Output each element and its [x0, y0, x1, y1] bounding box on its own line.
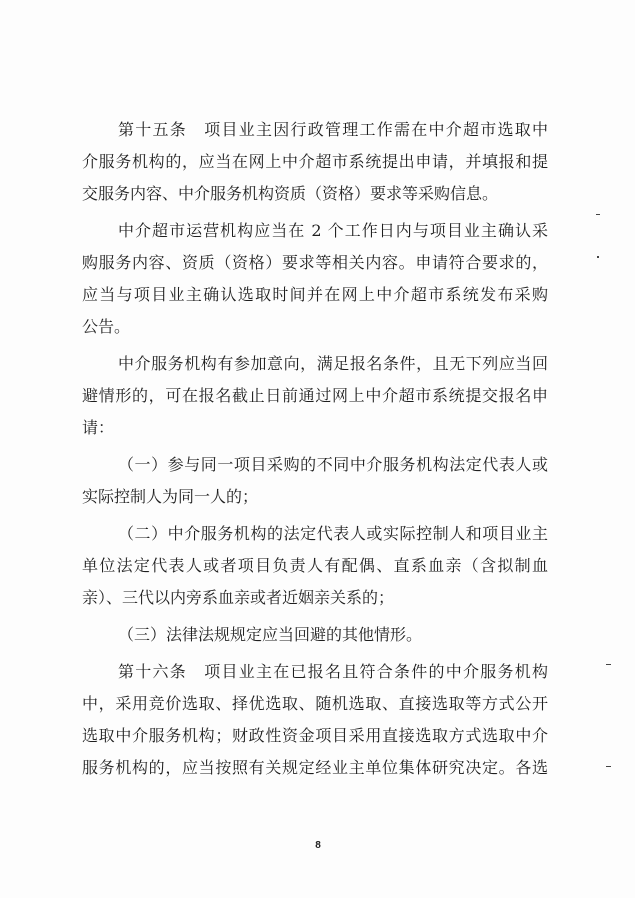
paragraph-item-3 — [82, 619, 548, 651]
text-line: 实际控制人为同一人的； — [82, 487, 259, 506]
scan-mark — [596, 214, 600, 215]
paragraph-item-1 — [82, 449, 548, 513]
text-line: 服务机构的，应当按照有关规定经业主单位集体研究决定。各选 — [82, 758, 548, 777]
paragraph-item-2 — [82, 518, 548, 614]
text-line: 中介服务机构有参加意向，满足报名条件，且无下列应当回 — [118, 354, 548, 373]
text-line: 购服务内容、资质（资格）要求等相关内容。申请符合要求的， — [82, 253, 548, 272]
text-line: （二）中介服务机构的法定代表人或实际控制人和项目业主 — [118, 524, 548, 543]
text-line: 中，采用竞价选取、择优选取、随机选取、直接选取等方式公开 — [82, 694, 548, 713]
scan-mark — [606, 766, 611, 767]
text-line: （三）法律法规规定应当回避的其他情形。 — [118, 625, 423, 644]
text-line: 避情形的，可在报名截止日前通过网上中介超市系统提交报名申 — [82, 386, 548, 405]
paragraph-article-16 — [82, 656, 548, 784]
text-line: 第十六条 项目业主在已报名且符合条件的中介服务机构 — [118, 662, 548, 681]
text-line: 介服务机构的，应当在网上中介超市系统提出申请，并填报和提 — [82, 152, 548, 171]
text-line: 单位法定代表人或者项目负责人有配偶、直系血亲（含拟制血 — [82, 556, 548, 575]
text-line: 亲）、三代以内旁系血亲或者近姻亲关系的； — [82, 588, 395, 607]
scan-mark — [606, 664, 611, 665]
text-line: 应当与项目业主确认选取时间并在网上中介超市系统发布采购 — [82, 285, 548, 304]
text-line: 交服务内容、中介服务机构资质（资格）要求等采购信息。 — [82, 184, 499, 203]
text-line: 公告。 — [82, 317, 131, 336]
page-number: 8 — [315, 840, 321, 851]
scan-mark — [597, 256, 599, 258]
paragraph-operator-confirmation — [82, 215, 548, 343]
text-line: 请： — [82, 418, 115, 437]
text-line: 选取中介服务机构；财政性资金项目采用直接选取方式选取中介 — [82, 726, 548, 745]
paragraph-article-15 — [82, 114, 548, 210]
text-line: （一）参与同一项目采购的不同中介服务机构法定代表人或 — [118, 455, 548, 474]
text-line: 中介超市运营机构应当在 2 个工作日内与项目业主确认采 — [118, 221, 548, 240]
text-line: 第十五条 项目业主因行政管理工作需在中介超市选取中 — [118, 120, 548, 139]
paragraph-registration — [82, 348, 548, 444]
document-body — [82, 114, 548, 789]
